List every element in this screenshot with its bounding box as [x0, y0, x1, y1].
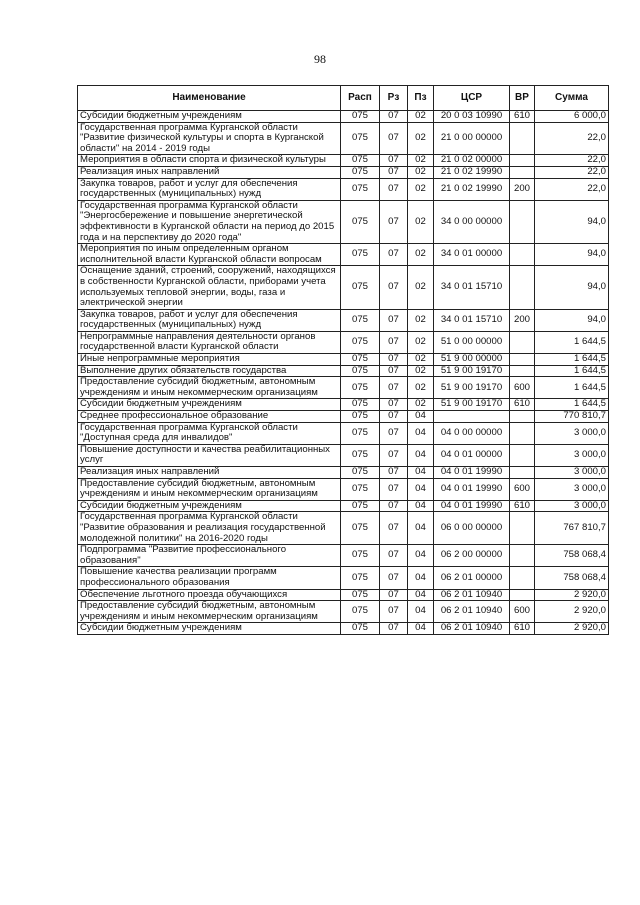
table-row	[78, 478, 609, 500]
cell-vr: 610	[510, 623, 535, 635]
cell-pz: 04	[408, 478, 434, 500]
cell-csr: 06 2 01 10940	[434, 623, 510, 635]
cell-vr	[510, 411, 535, 423]
cell-name: Закупка товаров, работ и услуг для обеспечения государственных (муниципальных) нужд	[78, 309, 341, 331]
cell-rz: 07	[380, 155, 408, 167]
cell-rz: 07	[380, 331, 408, 353]
cell-rasp: 075	[341, 178, 380, 200]
cell-rz: 07	[380, 567, 408, 589]
table-row	[78, 500, 609, 512]
cell-vr	[510, 422, 535, 444]
cell-sum: 2 920,0	[535, 623, 609, 635]
cell-csr: 34 0 01 00000	[434, 244, 510, 266]
header-rz: Рз	[380, 86, 408, 111]
table-row	[78, 266, 609, 309]
cell-pz: 02	[408, 178, 434, 200]
cell-rasp: 075	[341, 422, 380, 444]
cell-pz: 04	[408, 567, 434, 589]
cell-sum: 2 920,0	[535, 589, 609, 601]
header-csr: ЦСР	[434, 86, 510, 111]
cell-name: Субсидии бюджетным учреждениям	[78, 500, 341, 512]
cell-rasp: 075	[341, 567, 380, 589]
cell-rz: 07	[380, 178, 408, 200]
cell-name: Закупка товаров, работ и услуг для обеспечения государственных (муниципальных) нужд	[78, 178, 341, 200]
cell-csr: 06 2 01 10940	[434, 601, 510, 623]
cell-vr	[510, 331, 535, 353]
table-row	[78, 411, 609, 423]
cell-rz: 07	[380, 266, 408, 309]
cell-csr: 34 0 01 15710	[434, 309, 510, 331]
cell-rasp: 075	[341, 331, 380, 353]
cell-rasp: 075	[341, 122, 380, 155]
cell-vr: 610	[510, 399, 535, 411]
cell-rz: 07	[380, 111, 408, 123]
cell-rasp: 075	[341, 266, 380, 309]
cell-csr: 51 0 00 00000	[434, 331, 510, 353]
table-row	[78, 422, 609, 444]
cell-rasp: 075	[341, 444, 380, 466]
cell-vr	[510, 444, 535, 466]
cell-name: Обеспечение льготного проезда обучающихся	[78, 589, 341, 601]
cell-pz: 04	[408, 467, 434, 479]
cell-sum: 1 644,5	[535, 331, 609, 353]
cell-pz: 04	[408, 500, 434, 512]
cell-pz: 02	[408, 331, 434, 353]
cell-rz: 07	[380, 399, 408, 411]
cell-vr	[510, 244, 535, 266]
cell-pz: 04	[408, 444, 434, 466]
cell-rasp: 075	[341, 411, 380, 423]
cell-name: Мероприятия по иным определенным органом исполнительной власти Курганской области вопросам	[78, 244, 341, 266]
budget-table	[77, 85, 609, 635]
cell-csr: 21 0 02 00000	[434, 155, 510, 167]
header-sum: Сумма	[535, 86, 609, 111]
cell-csr: 04 0 01 00000	[434, 444, 510, 466]
cell-sum: 758 068,4	[535, 567, 609, 589]
cell-rasp: 075	[341, 365, 380, 377]
cell-name: Предоставление субсидий бюджетным, автономным учреждениям и иным некоммерческим организациям	[78, 478, 341, 500]
table-row	[78, 155, 609, 167]
table-row	[78, 309, 609, 331]
cell-csr: 51 9 00 19170	[434, 377, 510, 399]
cell-vr: 600	[510, 377, 535, 399]
cell-pz: 02	[408, 266, 434, 309]
cell-csr: 21 0 02 19990	[434, 178, 510, 200]
cell-sum: 3 000,0	[535, 478, 609, 500]
cell-sum: 22,0	[535, 155, 609, 167]
header-pz: Пз	[408, 86, 434, 111]
cell-name: Иные непрограммные мероприятия	[78, 354, 341, 366]
cell-rz: 07	[380, 411, 408, 423]
cell-csr: 06 2 00 00000	[434, 545, 510, 567]
cell-pz: 02	[408, 200, 434, 243]
cell-name: Реализация иных направлений	[78, 166, 341, 178]
cell-csr: 51 9 00 19170	[434, 399, 510, 411]
cell-sum: 22,0	[535, 122, 609, 155]
cell-rz: 07	[380, 377, 408, 399]
table-row	[78, 545, 609, 567]
cell-pz: 04	[408, 601, 434, 623]
cell-pz: 02	[408, 122, 434, 155]
cell-sum: 770 810,7	[535, 411, 609, 423]
cell-sum: 94,0	[535, 244, 609, 266]
cell-csr: 06 2 01 00000	[434, 567, 510, 589]
cell-csr: 04 0 01 19990	[434, 467, 510, 479]
table-row	[78, 354, 609, 366]
cell-sum: 3 000,0	[535, 422, 609, 444]
cell-pz: 04	[408, 623, 434, 635]
cell-pz: 04	[408, 512, 434, 545]
cell-rasp: 075	[341, 244, 380, 266]
cell-pz: 02	[408, 354, 434, 366]
cell-rz: 07	[380, 244, 408, 266]
cell-sum: 1 644,5	[535, 377, 609, 399]
cell-csr: 51 9 00 19170	[434, 365, 510, 377]
table-row	[78, 178, 609, 200]
cell-vr	[510, 200, 535, 243]
cell-vr	[510, 266, 535, 309]
cell-pz: 04	[408, 422, 434, 444]
page-number: 98	[314, 52, 326, 66]
cell-name: Реализация иных направлений	[78, 467, 341, 479]
table-row	[78, 589, 609, 601]
cell-rz: 07	[380, 589, 408, 601]
cell-vr: 200	[510, 309, 535, 331]
cell-rasp: 075	[341, 500, 380, 512]
cell-sum: 6 000,0	[535, 111, 609, 123]
cell-vr	[510, 512, 535, 545]
cell-csr: 34 0 01 15710	[434, 266, 510, 309]
cell-sum: 22,0	[535, 178, 609, 200]
cell-vr: 200	[510, 178, 535, 200]
table-row	[78, 111, 609, 123]
cell-csr: 04 0 01 19990	[434, 478, 510, 500]
cell-rasp: 075	[341, 512, 380, 545]
cell-vr: 600	[510, 601, 535, 623]
table-row	[78, 166, 609, 178]
cell-rasp: 075	[341, 399, 380, 411]
header-rasp: Расп	[341, 86, 380, 111]
header-vr: ВР	[510, 86, 535, 111]
cell-sum: 758 068,4	[535, 545, 609, 567]
cell-name: Выполнение других обязательств государства	[78, 365, 341, 377]
cell-vr	[510, 122, 535, 155]
cell-csr: 21 0 02 19990	[434, 166, 510, 178]
table-row	[78, 331, 609, 353]
cell-vr	[510, 545, 535, 567]
cell-rasp: 075	[341, 589, 380, 601]
cell-csr: 51 9 00 00000	[434, 354, 510, 366]
cell-rasp: 075	[341, 623, 380, 635]
cell-pz: 02	[408, 166, 434, 178]
cell-rz: 07	[380, 122, 408, 155]
cell-rz: 07	[380, 478, 408, 500]
table-row	[78, 444, 609, 466]
cell-sum: 94,0	[535, 266, 609, 309]
cell-name: Субсидии бюджетным учреждениям	[78, 111, 341, 123]
cell-rz: 07	[380, 444, 408, 466]
table-row	[78, 200, 609, 243]
cell-vr	[510, 589, 535, 601]
cell-name: Среднее профессиональное образование	[78, 411, 341, 423]
table-row	[78, 601, 609, 623]
cell-name: Непрограммные направления деятельности органов государственной власти Курганской области	[78, 331, 341, 353]
cell-sum: 3 000,0	[535, 500, 609, 512]
cell-vr	[510, 467, 535, 479]
table-row	[78, 377, 609, 399]
cell-rz: 07	[380, 545, 408, 567]
cell-rz: 07	[380, 512, 408, 545]
table-row	[78, 399, 609, 411]
cell-vr	[510, 365, 535, 377]
cell-pz: 02	[408, 111, 434, 123]
cell-name: Предоставление субсидий бюджетным, автономным учреждениям и иным некоммерческим организациям	[78, 601, 341, 623]
header-name: Наименование	[78, 86, 341, 111]
cell-csr	[434, 411, 510, 423]
cell-rasp: 075	[341, 111, 380, 123]
cell-csr: 34 0 00 00000	[434, 200, 510, 243]
cell-csr: 20 0 03 10990	[434, 111, 510, 123]
cell-pz: 02	[408, 399, 434, 411]
cell-rz: 07	[380, 365, 408, 377]
table-row	[78, 244, 609, 266]
cell-rz: 07	[380, 467, 408, 479]
cell-rz: 07	[380, 422, 408, 444]
cell-vr	[510, 354, 535, 366]
cell-pz: 02	[408, 365, 434, 377]
cell-pz: 02	[408, 155, 434, 167]
cell-sum: 22,0	[535, 166, 609, 178]
cell-name: Государственная программа Курганской области "Доступная среда для инвалидов"	[78, 422, 341, 444]
table-row	[78, 365, 609, 377]
cell-pz: 04	[408, 589, 434, 601]
cell-sum: 3 000,0	[535, 467, 609, 479]
cell-csr: 21 0 00 00000	[434, 122, 510, 155]
cell-vr	[510, 155, 535, 167]
cell-rasp: 075	[341, 478, 380, 500]
cell-name: Повышение доступности и качества реабилитационных услуг	[78, 444, 341, 466]
cell-vr: 600	[510, 478, 535, 500]
table-row	[78, 512, 609, 545]
cell-csr: 06 2 01 10940	[434, 589, 510, 601]
cell-csr: 04 0 00 00000	[434, 422, 510, 444]
cell-name: Подпрограмма "Развитие профессионального образования"	[78, 545, 341, 567]
cell-rz: 07	[380, 166, 408, 178]
cell-vr: 610	[510, 500, 535, 512]
cell-rz: 07	[380, 309, 408, 331]
table-row	[78, 567, 609, 589]
cell-name: Государственная программа Курганской области "Развитие образования и реализация государственной молодежной политики" на 2016-2020 годы	[78, 512, 341, 545]
cell-name: Субсидии бюджетным учреждениям	[78, 399, 341, 411]
cell-name: Государственная программа Курганской области "Энергосбережение и повышение энергетической эффективности в Курганской области на период до 2015 года и на перспективу до 2020 года"	[78, 200, 341, 243]
cell-rasp: 075	[341, 601, 380, 623]
cell-vr: 610	[510, 111, 535, 123]
cell-pz: 04	[408, 411, 434, 423]
cell-rasp: 075	[341, 377, 380, 399]
cell-rasp: 075	[341, 354, 380, 366]
table-row	[78, 122, 609, 155]
cell-sum: 1 644,5	[535, 365, 609, 377]
cell-name: Государственная программа Курганской области "Развитие физической культуры и спорта в Курганской области" на 2014 - 2019 годы	[78, 122, 341, 155]
cell-sum: 2 920,0	[535, 601, 609, 623]
cell-vr	[510, 567, 535, 589]
cell-vr	[510, 166, 535, 178]
cell-name: Субсидии бюджетным учреждениям	[78, 623, 341, 635]
cell-name: Предоставление субсидий бюджетным, автономным учреждениям и иным некоммерческим организациям	[78, 377, 341, 399]
cell-sum: 3 000,0	[535, 444, 609, 466]
cell-sum: 1 644,5	[535, 354, 609, 366]
table-row	[78, 467, 609, 479]
cell-rasp: 075	[341, 200, 380, 243]
cell-csr: 04 0 01 19990	[434, 500, 510, 512]
table-row	[78, 623, 609, 635]
cell-name: Повышение качества реализации программ профессионального образования	[78, 567, 341, 589]
cell-csr: 06 0 00 00000	[434, 512, 510, 545]
cell-sum: 94,0	[535, 200, 609, 243]
cell-rz: 07	[380, 500, 408, 512]
cell-rz: 07	[380, 601, 408, 623]
cell-rz: 07	[380, 623, 408, 635]
cell-rz: 07	[380, 354, 408, 366]
cell-name: Оснащение зданий, строений, сооружений, находящихся в собственности Курганской области, приборами учета используемых тепловой энергии, воды, газа и электрической энергии	[78, 266, 341, 309]
cell-pz: 04	[408, 545, 434, 567]
table-header-row	[78, 86, 609, 111]
cell-rz: 07	[380, 200, 408, 243]
cell-pz: 02	[408, 244, 434, 266]
cell-rasp: 075	[341, 467, 380, 479]
cell-pz: 02	[408, 309, 434, 331]
cell-sum: 1 644,5	[535, 399, 609, 411]
cell-rasp: 075	[341, 166, 380, 178]
cell-rasp: 075	[341, 309, 380, 331]
cell-rasp: 075	[341, 155, 380, 167]
cell-sum: 767 810,7	[535, 512, 609, 545]
cell-name: Мероприятия в области спорта и физической культуры	[78, 155, 341, 167]
cell-pz: 02	[408, 377, 434, 399]
cell-sum: 94,0	[535, 309, 609, 331]
cell-rasp: 075	[341, 545, 380, 567]
